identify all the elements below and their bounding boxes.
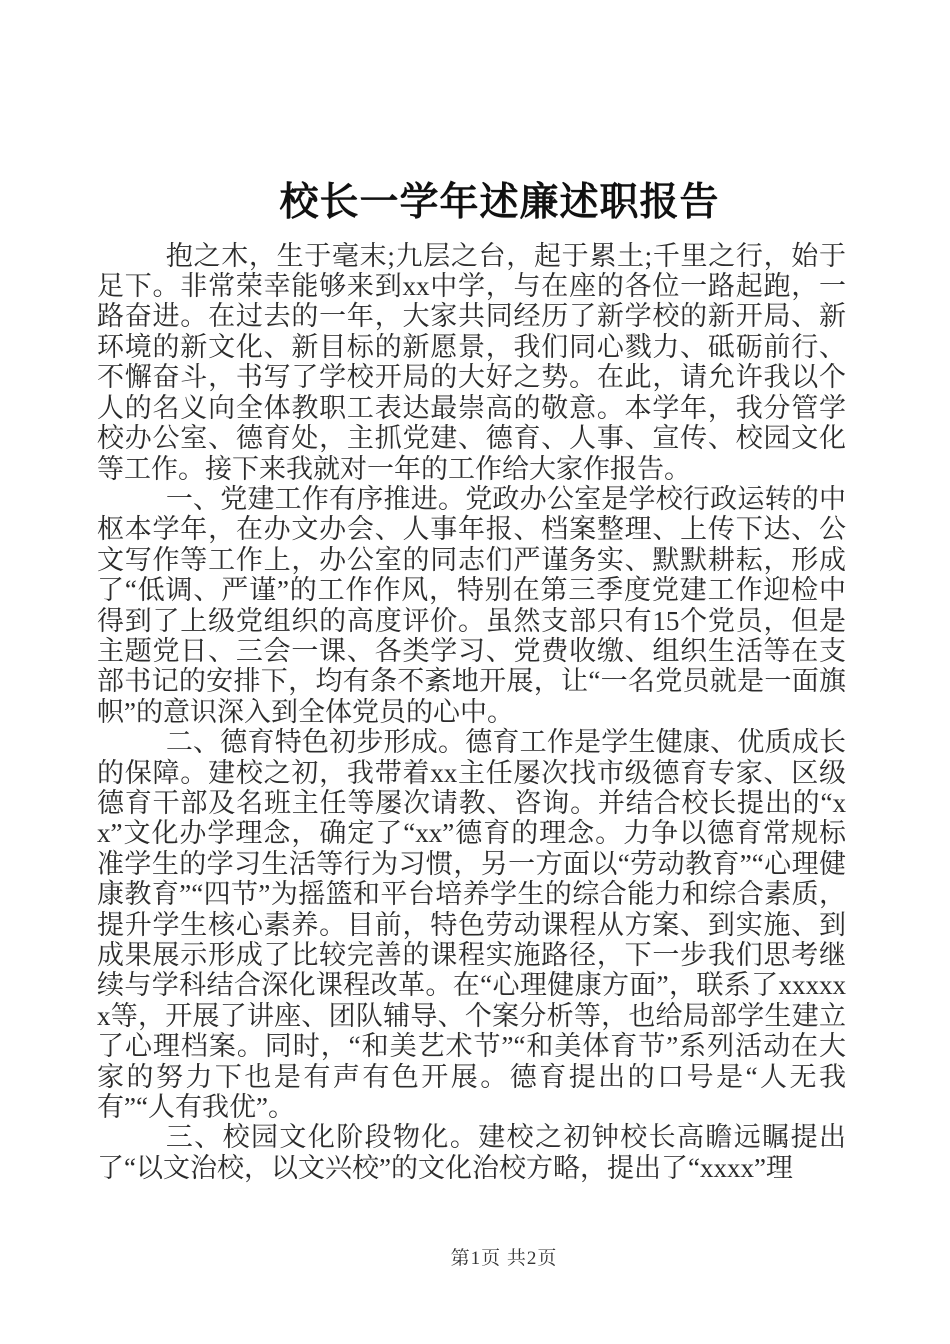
paragraph-section-2-moral-education: 二、德育特色初步形成。德育工作是学生健康、优质成长的保障。建校之初，我带着xx主任屡次找市级德育专家、区级德育干部及名班主任等屡次请教、咨询。并结合校长提出的“xx”文化办学理念，确定了“xx”德育的理念。力争以德育常规标准学生的学习生活等行为习惯，另一方面以“劳动教育”“心理健康教育”“四节”为摇篮和平台培养学生的综合能力和综合素质，提升学生核心素养。目前，特色劳动课程从方案、到实施、到成果展示形成了比较完善的课程实施路径，下一步我们思考继续与学科结合深化课程改革。在“心理健康方面”，联系了xxxxxx等，开展了讲座、团队辅导、个案分析等，也给局部学生建立了心理档案。同时，“和美艺术节”“和美体育节”系列活动在大家的努力下也是有声有色开展。德育提出的口号是“人无我有”“人有我优”。 (97, 727, 846, 1123)
paragraph-section-3-campus-culture: 三、校园文化阶段物化。建校之初钟校长高瞻远瞩提出了“以文治校，以文兴校”的文化治校方略，提出了“xxxx”理 (97, 1122, 846, 1183)
document-body (97, 241, 846, 1184)
page-number-footer: 第1页 共2页 (450, 1248, 558, 1269)
paragraph-intro: 抱之木，生于毫末;九层之台，起于累土;千里之行，始于足下。非常荣幸能够来到xx中学，与在座的各位一路起跑，一路奋进。在过去的一年，大家共同经历了新学校的新开局、新环境的新文化、新目标的新愿景，我们同心戮力、砥砺前行、不懈奋斗，书写了学校开局的大好之势。在此，请允许我以个人的名义向全体教职工表达最崇高的敬意。本学年，我分管学校办公室、德育处，主抓党建、德育、人事、宣传、校园文化等工作。接下来我就对一年的工作给大家作报告。 (97, 240, 846, 484)
document-title: 校长一学年述廉述职报告 (279, 181, 720, 224)
paragraph-section-1-party-building: 一、党建工作有序推进。党政办公室是学校行政运转的中枢本学年，在办文办会、人事年报、档案整理、上传下达、公文写作等工作上，办公室的同志们严谨务实、默默耕耘，形成了“低调、严谨”的工作作风，特别在第三季度党建工作迎检中得到了上级党组织的高度评价。虽然支部只有15个党员，但是主题党日、三会一课、各类学习、党费收缴、组织生活等在支部书记的安排下，均有条不紊地开展，让“一名党员就是一面旗帜”的意识深入到全体党员的心中。 (97, 483, 846, 727)
